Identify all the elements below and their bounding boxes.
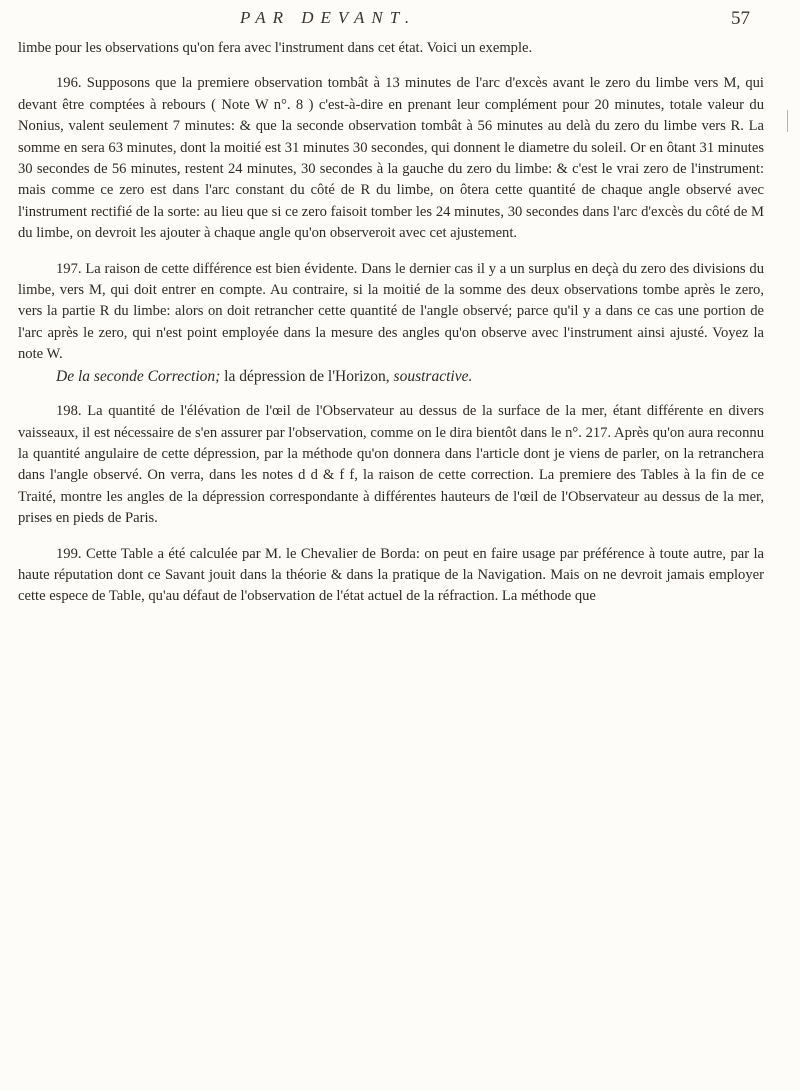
section-heading-part-2: la dépression de l'Horizon, (224, 367, 390, 385)
margin-mark (785, 110, 788, 132)
paragraph-number: 198. (56, 403, 82, 420)
intro-paragraph (18, 38, 764, 59)
section-heading (18, 366, 764, 387)
section-heading-part-3: soustractive. (393, 367, 473, 385)
intro-line-2: Voici un exemple. (426, 40, 533, 56)
paragraph-text: Cette Table a été calculée par M. le Chevalier de Borda: on peut en faire usage par préférence à toute autre, par la haute réputation dont ce Savant jouit dans la théorie & dans la pratique de la Navigation. Mais on ne devroit jamais employer cette espece de Table, qu'au défaut de l'observation de l'état actuel de la réfraction. La méthode que (18, 545, 765, 605)
paragraph-199 (18, 544, 764, 608)
paragraph-197 (18, 259, 764, 366)
section-heading-part-1: De la seconde Correction; (56, 367, 221, 385)
paragraph-text: Supposons que la premiere observation tombât à 13 minutes de l'arc d'excès avant le zero du limbe vers M, qui devant être comptées à rebours ( Note W n°. 8 ) c'est-à-dire en prenant leur complément pour 20 minutes, totale valeur du Nonius, valent seulement 7 minutes: & que la seconde observation tombât à 56 minutes au delà du zero du limbe vers R. La somme en sera 63 minutes, dont la moitié est 31 minutes 30 secondes, qui donnent le diametre du soleil. Or en ôtant 31 minutes 30 secondes de 56 minutes, restent 24 minutes, 30 secondes à la gauche du zero du limbe: & c'est le vrai zero de l'instrument: mais comme ce zero est dans l'arc constant du côté de R du limbe, on ôtera cette quantité de chaque angle observé avec l'instrument rectifié de la sorte: au lieu que si ce zero faisoit tomber les 24 minutes, 30 secondes dans l'arc d'excès du côté de M du limbe, on devroit les ajouter à chaque angle qu'on observeroit avec cet ajustement. (18, 75, 764, 242)
page-number: 57 (731, 8, 750, 29)
paragraph-text: La quantité de l'élévation de l'œil de l'Observateur au dessus de la surface de la mer, étant différente en divers vaisseaux, il est nécessaire de s'en assurer par l'observation, comme on le dira bientôt dans le n°. 217. Après qu'on aura reconnu la quantité angulaire de cette dépression, par la méthode qu'on donnera dans l'article dont je viens de parler, on la retranchera dans l'angle observé. On verra, dans les notes d d & f f, la raison de cette correction. La premiere des Tables à la fin de ce Traité, montre les angles de la dépression correspondante à différentes hauteurs de l'œil de l'Observateur au dessus de la mer, prises en pieds de Paris. (18, 403, 764, 527)
running-head: PAR DEVANT. (240, 8, 417, 27)
paragraph-number: 196. (56, 75, 82, 92)
paragraph-text: La raison de cette différence est bien évidente. Dans le dernier cas il y a un surplus en deçà du zero des divisions du limbe, vers M, qui doit entrer en compte. Au contraire, si la moitié de la somme des deux observations tombe après le zero, vers la partie R du limbe: alors on doit retrancher cette quantité de l'angle observé; parce qu'il y a dans ce cas une portion de l'arc après le zero, qui n'est point employée dans la mesure des angles qu'on observe avec l'instrument ainsi ajusté. Voyez la note W. (18, 260, 764, 363)
text-body (18, 38, 764, 608)
paragraph-number: 197. (56, 260, 82, 277)
intro-line-1: limbe pour les observations qu'on fera avec l'instrument dans cet état. (18, 40, 424, 56)
paragraph-number: 199. (56, 545, 82, 562)
paragraph-196 (18, 73, 764, 244)
paragraph-198 (18, 401, 764, 529)
